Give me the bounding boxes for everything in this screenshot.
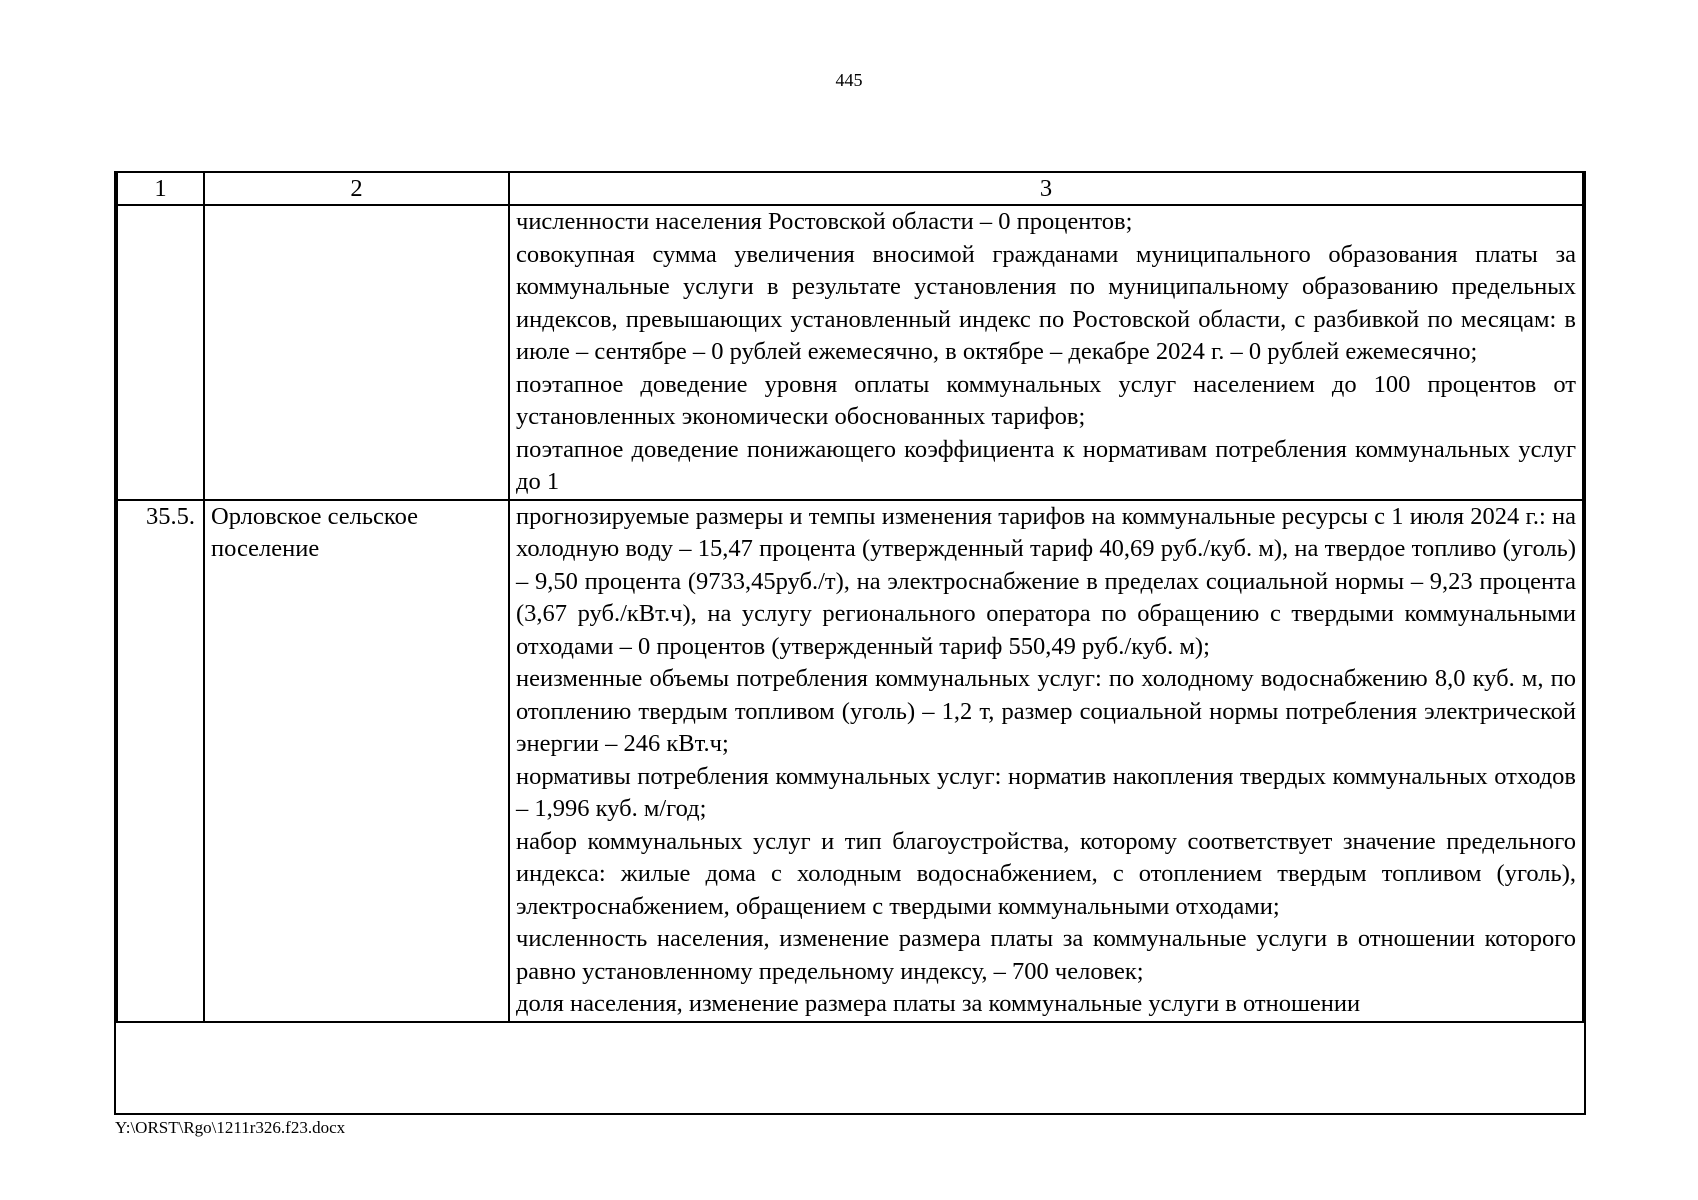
description-paragraph: численность населения, изменение размера платы за коммунальные услуги в отношении которого равно установленному предельному индексу, – 700 человек; [516, 925, 1576, 985]
description-paragraph: неизменные объемы потребления коммунальных услуг: по холодному водоснабжению 8,0 куб. м, по отоплению твердым топливом (уголь) – 1,2 т, размер социальной нормы потребления электрической энергии – 246 кВт.ч; [516, 665, 1576, 757]
page-number: 445 [835, 70, 863, 90]
description-paragraph: численности населения Ростовской области – 0 процентов; [516, 208, 1133, 235]
municipality-name-cell [204, 205, 509, 500]
description-paragraph: поэтапное доведение понижающего коэффициента к нормативам потребления коммунальных услуг до 1 [516, 435, 1576, 495]
row-number-cell [117, 205, 204, 500]
municipality-name-cell: Орловское сельское поселение [204, 500, 509, 1022]
table-row [117, 500, 1583, 1022]
description-paragraph: совокупная сумма увеличения вносимой гражданами муниципального образования платы за коммунальные услуги в результате установления по муниципальному образованию предельных индексов, превышающих установленный индекс по Ростовской области, с разбивкой по месяцам: в июле – сентябре – 0 рублей ежемесячно, в октябре – декабре 2024 г. – 0 рублей ежемесячно; [516, 240, 1576, 365]
description-paragraph: набор коммунальных услуг и тип благоустройства, которому соответствует значение предельного индекса: жилые дома с холодным водоснабжением, с отоплением твердым топливом (уголь), электроснабжением, обращением с твердыми коммунальными отходами; [516, 827, 1576, 920]
footer-file-path: Y:\ORST\Rgo\1211r326.f23.docx [115, 1118, 346, 1137]
table-header-row [117, 172, 1583, 205]
document-table-container [114, 171, 1586, 1115]
row-number-cell: 35.5. [117, 500, 204, 1022]
description-paragraph: доля населения, изменение размера платы за коммунальные услуги в отношении [516, 990, 1361, 1017]
column-header: 3 [509, 172, 1583, 205]
description-paragraph: поэтапное доведение уровня оплаты коммунальных услуг населением до 100 процентов от установленных экономически обоснованных тарифов; [516, 370, 1576, 430]
description-cell [509, 500, 1583, 1022]
table-row [117, 205, 1583, 500]
description-paragraph: прогнозируемые размеры и темпы изменения тарифов на коммунальные ресурсы с 1 июля 2024 г.: на холодную воду – 15,47 процента (утвержденный тариф 40,69 руб./куб. м), на твердое топливо (уголь) – 9,50 процента (9733,45руб./т), на электроснабжение в пределах социальной нормы – 9,23 процента (3,67 руб./кВт.ч), на услугу регионального оператора по обращению с твердыми коммунальными отходами – 0 процентов (утвержденный тариф 550,49 руб./куб. м); [516, 502, 1576, 660]
column-header: 2 [204, 172, 509, 205]
document-table [116, 171, 1584, 1023]
description-cell [509, 205, 1583, 500]
column-header: 1 [117, 172, 204, 205]
description-paragraph: нормативы потребления коммунальных услуг: норматив накопления твердых коммунальных отходов – 1,996 куб. м/год; [516, 762, 1576, 822]
